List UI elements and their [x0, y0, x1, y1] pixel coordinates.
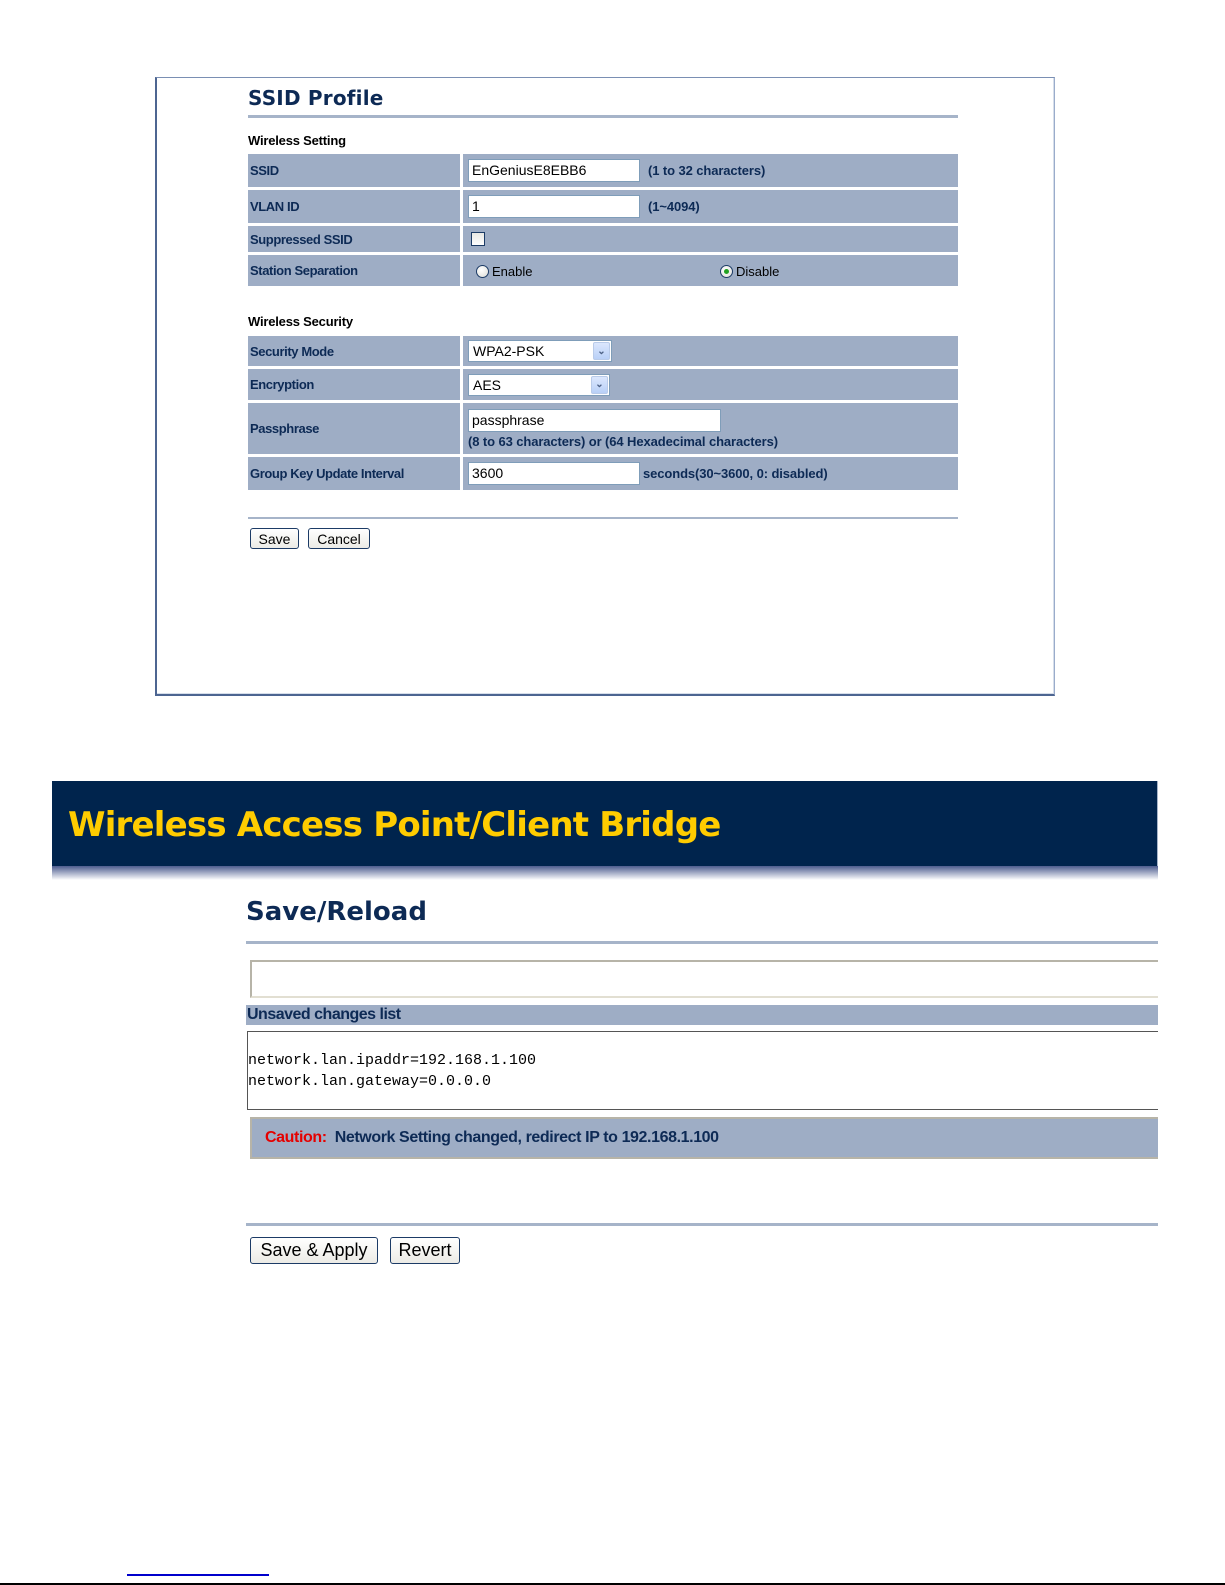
group-key-input[interactable]: 3600 [468, 462, 640, 485]
suppressed-ssid-label: Suppressed SSID [248, 226, 460, 252]
ssid-hint: (1 to 32 characters) [648, 163, 766, 178]
disable-label: Disable [736, 264, 780, 279]
station-separation-row [248, 255, 958, 286]
page-title: SSID Profile [248, 86, 384, 110]
chevron-down-icon[interactable]: ⌄ [593, 342, 610, 360]
unsaved-changes-heading: Unsaved changes list [246, 1005, 1158, 1025]
title-divider [248, 115, 958, 118]
enable-radio[interactable] [476, 265, 489, 278]
ssid-label: SSID [248, 154, 460, 187]
cancel-button[interactable]: Cancel [308, 528, 370, 549]
vlan-id-input[interactable]: 1 [468, 195, 640, 218]
save-apply-button[interactable]: Save & Apply [250, 1237, 378, 1264]
wireless-security-heading: Wireless Security [248, 314, 353, 329]
unsaved-changes-list [247, 1031, 1158, 1110]
passphrase-input[interactable]: passphrase [468, 409, 721, 432]
security-mode-label: Security Mode [248, 336, 460, 366]
footer-divider [246, 1223, 1158, 1226]
enable-label: Enable [492, 264, 533, 279]
product-title: Wireless Access Point/Client Bridge [68, 805, 721, 845]
security-mode-row [248, 336, 958, 366]
security-mode-select[interactable] [468, 340, 612, 362]
encryption-label: Encryption [248, 369, 460, 400]
vlan-id-label: VLAN ID [248, 190, 460, 223]
suppressed-ssid-checkbox[interactable] [471, 232, 485, 246]
save-button[interactable]: Save [250, 528, 299, 549]
vlan-id-row [248, 190, 958, 223]
vlan-id-hint: (1~4094) [648, 199, 700, 214]
group-key-row [248, 457, 958, 490]
save-reload-title: Save/Reload [246, 897, 427, 927]
group-key-label: Group Key Update Interval [248, 457, 460, 490]
caution-label: Caution: [265, 1129, 327, 1146]
chevron-down-icon[interactable]: ⌄ [591, 376, 608, 394]
header-banner [52, 781, 1158, 866]
wireless-setting-heading: Wireless Setting [248, 133, 346, 148]
ssid-profile-panel [155, 77, 1055, 696]
passphrase-hint: (8 to 63 characters) or (64 Hexadecimal characters) [468, 433, 778, 449]
group-key-hint: seconds(30~3600, 0: disabled) [643, 466, 828, 481]
disable-radio[interactable] [720, 265, 733, 278]
caution-message: Network Setting changed, redirect IP to 192.168.1.100 [334, 1129, 719, 1146]
station-separation-disable[interactable] [720, 264, 779, 279]
encryption-select[interactable] [468, 374, 610, 396]
security-mode-value: WPA2-PSK [473, 343, 545, 359]
footer-link-underline[interactable] [127, 1574, 269, 1576]
title-divider [246, 941, 1158, 944]
caution-bar [250, 1117, 1158, 1159]
change-item: network.lan.ipaddr=192.168.1.100 [248, 1052, 537, 1069]
ssid-row [248, 154, 958, 187]
encryption-row [248, 369, 958, 400]
encryption-value: AES [473, 376, 502, 393]
form-divider [248, 517, 958, 519]
revert-button[interactable]: Revert [390, 1237, 460, 1264]
passphrase-label: Passphrase [248, 403, 460, 454]
banner-shadow [52, 866, 1158, 880]
station-separation-enable[interactable] [476, 264, 532, 279]
suppressed-ssid-row [248, 226, 958, 252]
station-separation-label: Station Separation [248, 255, 460, 286]
passphrase-row [248, 403, 958, 454]
status-box [250, 960, 1158, 998]
ssid-input[interactable]: EnGeniusE8EBB6 [468, 159, 640, 182]
change-item: network.lan.gateway=0.0.0.0 [248, 1073, 492, 1090]
